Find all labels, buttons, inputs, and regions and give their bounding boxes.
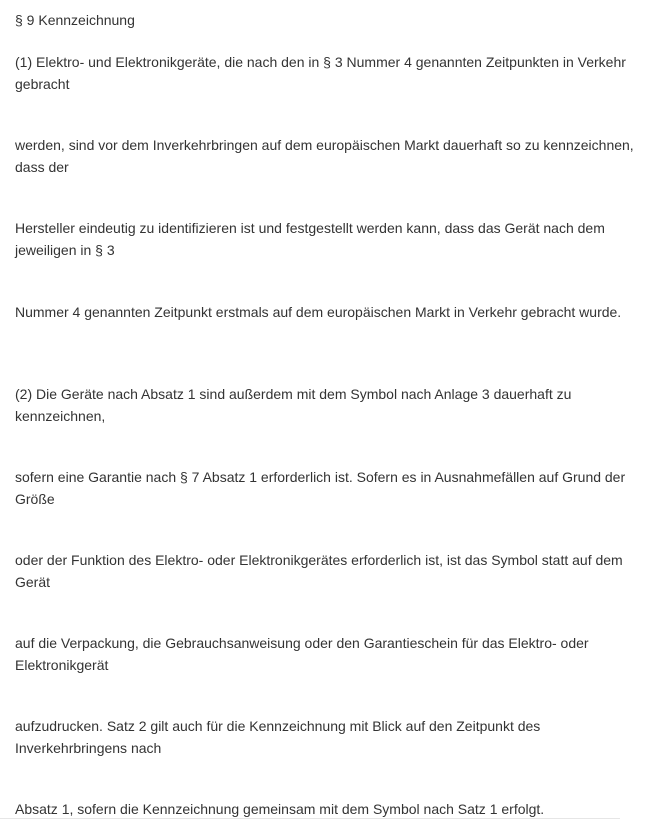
text-paragraph-8: auf die Verpackung, die Gebrauchsanweisung oder den Garantieschein für das Elektro- oder Elektronikgerät [15, 635, 589, 673]
text-paragraph-6: sofern eine Garantie nach § 7 Absatz 1 erforderlich ist. Sofern es in Ausnahmefällen auf Grund der Größe [15, 469, 626, 507]
text-paragraph-2: werden, sind vor dem Inverkehrbringen auf dem europäischen Markt dauerhaft so zu kennzeichnen, dass der [15, 137, 634, 175]
bottom-divider [0, 818, 620, 819]
text-paragraph-10: Absatz 1, sofern die Kennzeichnung gemeinsam mit dem Symbol nach Satz 1 erfolgt. [15, 801, 545, 817]
text-paragraph-4: Nummer 4 genannten Zeitpunkt erstmals auf dem europäischen Markt in Verkehr gebracht wurde. [15, 304, 622, 320]
text-paragraph-9: aufzudrucken. Satz 2 gilt auch für die Kennzeichnung mit Blick auf den Zeitpunkt des Inverkehrbringens nach [15, 718, 541, 756]
text-paragraph-1: (1) Elektro- und Elektronikgeräte, die nach den in § 3 Nummer 4 genannten Zeitpunkten in Verkehr gebracht [15, 54, 626, 92]
text-paragraph-5: (2) Die Geräte nach Absatz 1 sind außerdem mit dem Symbol nach Anlage 3 dauerhaft zu kennzeichnen, [15, 386, 572, 424]
section-heading: § 9 Kennzeichnung [15, 12, 135, 28]
text-paragraph-3: Hersteller eindeutig zu identifizieren ist und festgestellt werden kann, dass das Gerät nach dem jeweiligen in § 3 [15, 220, 605, 258]
text-paragraph-7: oder der Funktion des Elektro- oder Elektronikgerätes erforderlich ist, ist das Symbol statt auf dem Gerät [15, 552, 623, 590]
